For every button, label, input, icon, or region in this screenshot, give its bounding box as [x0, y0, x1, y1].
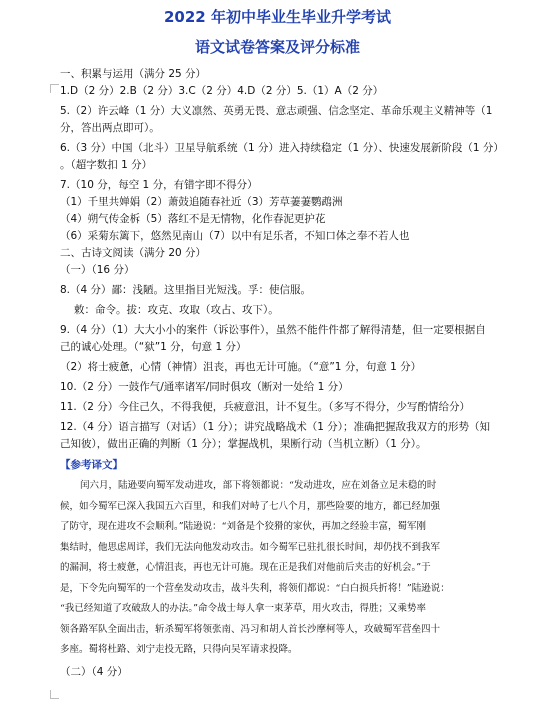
answer-line: 10.（2 分）一鼓作气/通率诸军/同时俱攻（断对一处给 1 分）: [60, 381, 349, 393]
answer-line: 9.（4 分）（1）大大小小的案件（诉讼事件），虽然不能件件都了解得清楚，但一定要根据自: [60, 324, 486, 336]
answer-line: 己知彼），做出正确的判断（1 分）；掌握战机，果断行动（当机立断）（1 分）。: [60, 438, 427, 450]
answer-line: 5.（2）许云峰（1 分）大义凛然、英勇无畏、意志顽强、信念坚定、革命乐观主义精神等（1: [60, 105, 493, 117]
translation-line: 集结时，他思虑周详，我们无法向他发动攻击。如今蜀军已驻扎很长时间，却仍找不到我军: [60, 541, 441, 553]
translation-line: “我已经知道了攻破敌人的办法。”命令战士每人拿一束茅草，用火攻击，得胜；又乘势率: [60, 603, 426, 614]
answer-line: 7.（10 分，每空 1 分，有错字即不得分）: [60, 179, 258, 191]
margin-corner-mark-top: [50, 84, 59, 93]
answer-line: 敕：命令。拔：攻克、攻取（攻占、攻下）。: [74, 304, 279, 316]
translation-line: 多座。蜀将杜路、刘宁走投无路，只得向吴军请求投降。: [60, 644, 298, 655]
answer-line: （6）采菊东篱下，悠然见南山（7）以中有足乐者，不知口体之奉不若人也: [60, 230, 410, 242]
answer-line: （1）千里共婵娟（2）萧鼓追随春社近（3）芳草萋萋鹦鹉洲: [60, 196, 343, 208]
section-heading-2: 二、古诗文阅读（满分 20 分）: [60, 247, 207, 259]
subsection-heading: （二）（4 分）: [60, 665, 128, 678]
answer-line: 6.（3 分）中国（北斗）卫星导航系统（1 分）进入持续稳定（1 分）、快速发展新阶段（1 分）: [60, 142, 504, 154]
answer-line: 12.（4 分）语言描写（对话）（1 分）；讲究战略战术（1 分）；准确把握敌我双方的形势（知: [60, 421, 491, 433]
section-heading-1: 一、积累与运用（满分 25 分）: [60, 68, 207, 80]
translation-line: 是，下令先向蜀军的一个营垒发动攻击，战斗失利，将领们都说：“白白损兵折将！”陆逊说：: [60, 582, 450, 594]
answer-line: 1.D（2 分）2.B（2 分）3.C（2 分）4.D（2 分）5.（1）A（2 分）: [60, 85, 384, 97]
answer-line: 11.（2 分）今住己久，不得我便，兵疲意沮，计不复生。（多写不得分，少写酌情给分）: [60, 401, 470, 413]
translation-line: 领各路军队全面出击，斩杀蜀军将领张南、冯习和胡人首长沙摩柯等人，攻破蜀军营垒四十: [60, 623, 441, 635]
translation-line: 闰六月，陆逊要向蜀军发动进攻，部下将领都说：“发动进攻，应在刘备立足未稳的时: [80, 480, 437, 491]
translation-line: 候，如今蜀军已深入我国五六百里，和我们对峙了七八个月，那些险要的地方，都已经加强: [60, 500, 441, 512]
translation-line: 了防守，现在进攻不会顺利。”陆逊说：“刘备是个狡猾的家伙，再加之经验丰富，蜀军刚: [60, 521, 426, 532]
answer-line: 己的诚心处理。（“狱”1 分，句意 1 分）: [60, 341, 247, 353]
exam-subtitle: 语文试卷答案及评分标准: [194, 38, 360, 56]
margin-corner-mark-bottom: [50, 690, 59, 699]
answer-line: 。（超字数扣 1 分）: [60, 159, 153, 171]
subsection-heading: （一）（16 分）: [60, 264, 135, 276]
answer-line: 8.（4 分）鄙：浅陋。这里指目光短浅。孚：使信服。: [60, 284, 312, 296]
answer-body: [60, 66, 515, 681]
reference-translation-heading: 【参考译文】: [60, 459, 123, 471]
answer-line: （4）朔气传金柝（5）落红不是无情物，化作春泥更护花: [60, 213, 326, 225]
exam-title: 2022 年初中毕业生毕业升学考试: [164, 8, 391, 26]
answer-line: （2）将士疲惫，心情（神情）沮丧，再也无计可施。（“意”1 分，句意 1 分）: [60, 361, 422, 373]
answer-line: 分，答出两点即可）。: [60, 122, 160, 134]
reference-translation: [60, 476, 515, 661]
translation-line: 的漏洞，将士疲惫，心情沮丧，再也无计可施。现在正是我们对他前后夹击的好机会。”于: [60, 562, 431, 573]
